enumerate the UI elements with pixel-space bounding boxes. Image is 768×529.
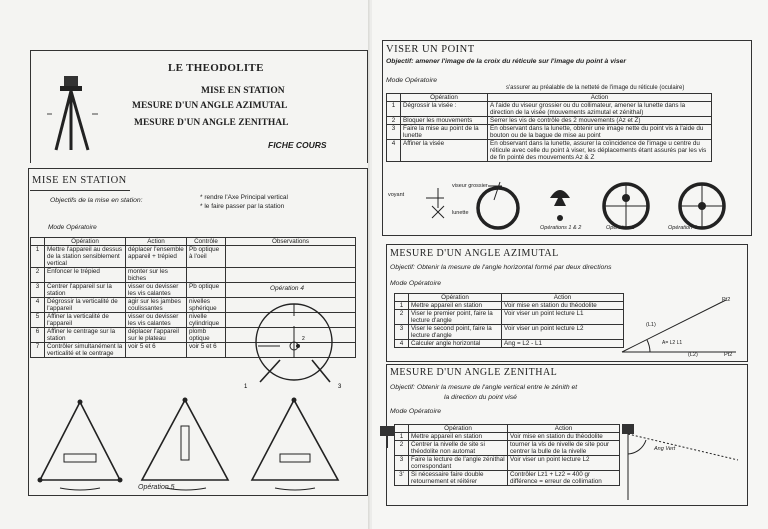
cell-op: Bloquer les mouvements — [401, 117, 488, 125]
zenithal-objectif-2: la direction du point visé — [444, 394, 517, 401]
azimutal-fig-angle: A= L2 L1 — [662, 340, 683, 346]
cell-op: Mettre appareil en station — [409, 433, 508, 441]
subtitle-mise-en-station: MISE EN STATION — [201, 86, 285, 96]
table-row — [387, 117, 712, 125]
cell-op: Enfoncer le trépied — [45, 268, 126, 283]
azimutal-objectif: Objectif: Obtenir la mesure de l'angle horizontal formé par deux directions — [390, 264, 612, 271]
cell-op: Mettre l'appareil au dessus de la station sensiblement vertical — [45, 246, 126, 268]
viser-header-action: Action — [488, 94, 712, 102]
cell-action: A l'aide du viseur grossier ou du collimateur, amener la lunette dans la direction de la visée (mouvements azimutal et zénithal) — [488, 102, 712, 117]
table-row — [395, 340, 624, 348]
azimutal-fig-pt2-bottom: Pt2 — [724, 352, 733, 358]
cell-ctrl: nivelle cylindrique — [187, 313, 226, 328]
cell-n: 4 — [387, 140, 401, 162]
caption-operation-3: Opération 3 — [606, 225, 635, 231]
cell-action: Voir viser un point lecture L2 — [502, 325, 624, 340]
cell-ctrl: nivelles sphérique — [187, 298, 226, 313]
section-heading-zenithal: MESURE D'UN ANGLE ZENITHAL — [390, 367, 558, 378]
zenithal-instrument-left — [376, 420, 402, 450]
cell-op: Centrer l'appareil sur la station — [45, 283, 126, 298]
cell-op: Affiner la visée — [401, 140, 488, 162]
cell-action: voir 5 et 6 — [126, 343, 187, 358]
azimutal-mode: Mode Opératoire — [390, 280, 442, 287]
cell-n: 2 — [31, 268, 45, 283]
cell-n: 2 — [387, 117, 401, 125]
cell-op: Viser le premier point, faire la lecture d'angle — [409, 310, 502, 325]
azimutal-fig-l2: (L2) — [688, 352, 698, 358]
section-heading-azimutal: MESURE D'UN ANGLE AZIMUTAL — [390, 248, 559, 259]
cell-n: 2 — [395, 310, 409, 325]
cell-action: agir sur les jambes coulissantes — [126, 298, 187, 313]
table-row — [395, 456, 620, 471]
operation-5-label: Opération 5 — [138, 484, 175, 491]
levelling-triangles — [30, 396, 366, 492]
svg-text:2: 2 — [302, 336, 305, 342]
cell-op: Dégrossir la verticalité de l'appareil — [45, 298, 126, 313]
cell-action: visser ou devisser les vis calantes — [126, 283, 187, 298]
cell-n: 1 — [31, 246, 45, 268]
cell-action: Voir mise en station du théodolite — [508, 433, 620, 441]
label-viseur-grossier: viseur grossier — [452, 183, 488, 189]
svg-text:3: 3 — [338, 384, 342, 390]
station-header-operation: Opération — [45, 238, 126, 246]
cell-n: 3 — [395, 325, 409, 340]
azimutal-header-action: Action — [502, 294, 624, 302]
cell-n: 7 — [31, 343, 45, 358]
cell-action: Voir viser un point lecture L1 — [502, 310, 624, 325]
cell-action: Contrôler Lz1 + Lz2 = 400 gr différence = erreur de collimation — [508, 471, 620, 486]
cell-n: 6 — [31, 328, 45, 343]
cell-action: Voir viser un point lecture L2 — [508, 456, 620, 471]
cell-ctrl: Pb optique à l'oeil — [187, 246, 226, 268]
fiche-cours-label: FICHE COURS — [268, 140, 327, 150]
zenithal-header-action: Action — [508, 425, 620, 433]
cell-n: 1 — [395, 433, 409, 441]
table-row — [31, 246, 356, 268]
table-row — [395, 302, 624, 310]
table-row — [387, 102, 712, 117]
zenithal-ang-vert: Ang Vert — [654, 446, 676, 452]
cell-n: 2 — [395, 441, 409, 456]
caption-operations-1-2: Opérations 1 & 2 — [540, 225, 582, 231]
doc-title: LE THEODOLITE — [168, 62, 264, 74]
svg-text:1: 1 — [244, 384, 248, 390]
cell-op: Calculer angle horizontal — [409, 340, 502, 348]
cell-ctrl: plomb optique — [187, 328, 226, 343]
table-row — [395, 471, 620, 486]
section-heading-mise-en-station: MISE EN STATION — [32, 175, 127, 186]
table-row — [387, 125, 712, 140]
viser-objectif: Objectif: amener l'image de la croix du réticule sur l'image du point à viser — [386, 58, 627, 65]
cell-n: 3' — [395, 471, 409, 486]
cell-observations — [226, 246, 356, 268]
cell-action: En observant dans la lunette, assurer la coïncidence de l'image u centre du réticule avec celle du point à viser, les déplacements étant assurés par les vis de fin pointé des mouvements Az & Z — [488, 140, 712, 162]
cell-op: Faire la mise au point de la lunette — [401, 125, 488, 140]
cell-op: Mettre appareil en station — [409, 302, 502, 310]
cell-n: 4 — [31, 298, 45, 313]
azimutal-table — [394, 293, 624, 348]
cell-action: Ang = L2 - L1 — [502, 340, 624, 348]
table-row — [395, 433, 620, 441]
viser-header-operation: Opération — [401, 94, 488, 102]
azimutal-fig-pt2: Pt2 — [722, 297, 731, 303]
table-row — [395, 441, 620, 456]
cell-action: monter sur les biches — [126, 268, 187, 283]
cell-op: Viser le second point, faire la lecture d'angle — [409, 325, 502, 340]
objectif-item-2: * le faire passer par la station — [200, 203, 285, 210]
heading-underline — [30, 190, 130, 191]
cell-op: Faire la lecture de l'angle zénithal correspondant — [409, 456, 508, 471]
cell-action: déplacer l'appareil sur le plateau — [126, 328, 187, 343]
zenithal-objectif-1: Objectif: Obtenir la mesure de l'angle vertical entre le zénith et — [390, 384, 578, 391]
cell-n: 3 — [395, 456, 409, 471]
zenithal-angle-diagram — [616, 420, 744, 502]
station-header-controle: Contrôle — [187, 238, 226, 246]
cell-action: Serrer les vis de contrôle des 2 mouvements (Az et Z) — [488, 117, 712, 125]
viser-mode: Mode Opératoire — [386, 77, 438, 84]
cell-n: 1 — [395, 302, 409, 310]
operation-4-label: Opération 4 — [270, 285, 304, 292]
viser-note: s'assurer au préalable de la netteté de l'image du réticule (oculaire) — [506, 85, 685, 91]
cell-action: En observant dans la lunette, obtenir une image nette du point vis à l'aide du bouton ou de la bague de mise au point — [488, 125, 712, 140]
station-header-action: Action — [126, 238, 187, 246]
label-lunette: lunette — [452, 210, 469, 216]
azimutal-angle-diagram — [616, 296, 742, 358]
operation-4-diagram — [240, 286, 354, 394]
cell-observations — [226, 268, 356, 283]
cell-ctrl: Pb optique — [187, 283, 226, 298]
section-heading-viser: VISER UN POINT — [386, 44, 475, 55]
cell-n: 5 — [31, 313, 45, 328]
objectif-item-1: * rendre l'Axe Principal vertical — [200, 194, 288, 201]
cell-action: visser ou devisser les vis calantes — [126, 313, 187, 328]
right-page — [372, 0, 768, 529]
caption-operation-4: Opération 4 — [668, 225, 697, 231]
cell-action: Voir mise en station du théodolite — [502, 302, 624, 310]
azimutal-fig-l1: (L1) — [646, 322, 656, 328]
zenithal-table — [394, 424, 620, 486]
cell-ctrl: voir 5 et 6 — [187, 343, 226, 358]
zenithal-mode: Mode Opératoire — [390, 408, 442, 415]
cell-op: Dégrossir la visée : — [401, 102, 488, 117]
mode-operatoire-label: Mode Opératoire — [48, 224, 97, 231]
viser-table — [386, 93, 712, 162]
table-row — [395, 325, 624, 340]
objectif-label: Objectifs de la mise en station: — [50, 197, 143, 204]
table-row — [387, 140, 712, 162]
table-row — [31, 268, 356, 283]
label-voyant: voyant — [388, 192, 405, 198]
cell-n: 4 — [395, 340, 409, 348]
cell-n: 3 — [31, 283, 45, 298]
azimutal-header-operation: Opération — [409, 294, 502, 302]
cell-n: 3 — [387, 125, 401, 140]
cell-op: Affiner le centrage sur la station — [45, 328, 126, 343]
cell-op: Affiner la verticalité de l'appareil — [45, 313, 126, 328]
table-row — [395, 310, 624, 325]
cell-op: Contrôler simultanément la verticalité et le centrage — [45, 343, 126, 358]
station-header-observations: Observations — [226, 238, 356, 246]
zenithal-header-operation: Opération — [409, 425, 508, 433]
left-page — [0, 0, 370, 529]
cell-action: tourner la vis de nivelle de site pour centrer la bulle de la nivelle — [508, 441, 620, 456]
subtitle-azimutal: MESURE D'UN ANGLE AZIMUTAL — [132, 101, 288, 111]
cell-ctrl — [187, 268, 226, 283]
title-frame — [30, 50, 368, 163]
cell-action: déplacer l'ensemble appareil + trépied — [126, 246, 187, 268]
cell-op: Si nécessaire faire double retournement et réitérer — [409, 471, 508, 486]
cell-op: Centrer la nivelle de site si théodolite non automat — [409, 441, 508, 456]
cell-n: 1 — [387, 102, 401, 117]
subtitle-zenithal: MESURE D'UN ANGLE ZENITHAL — [134, 118, 289, 128]
